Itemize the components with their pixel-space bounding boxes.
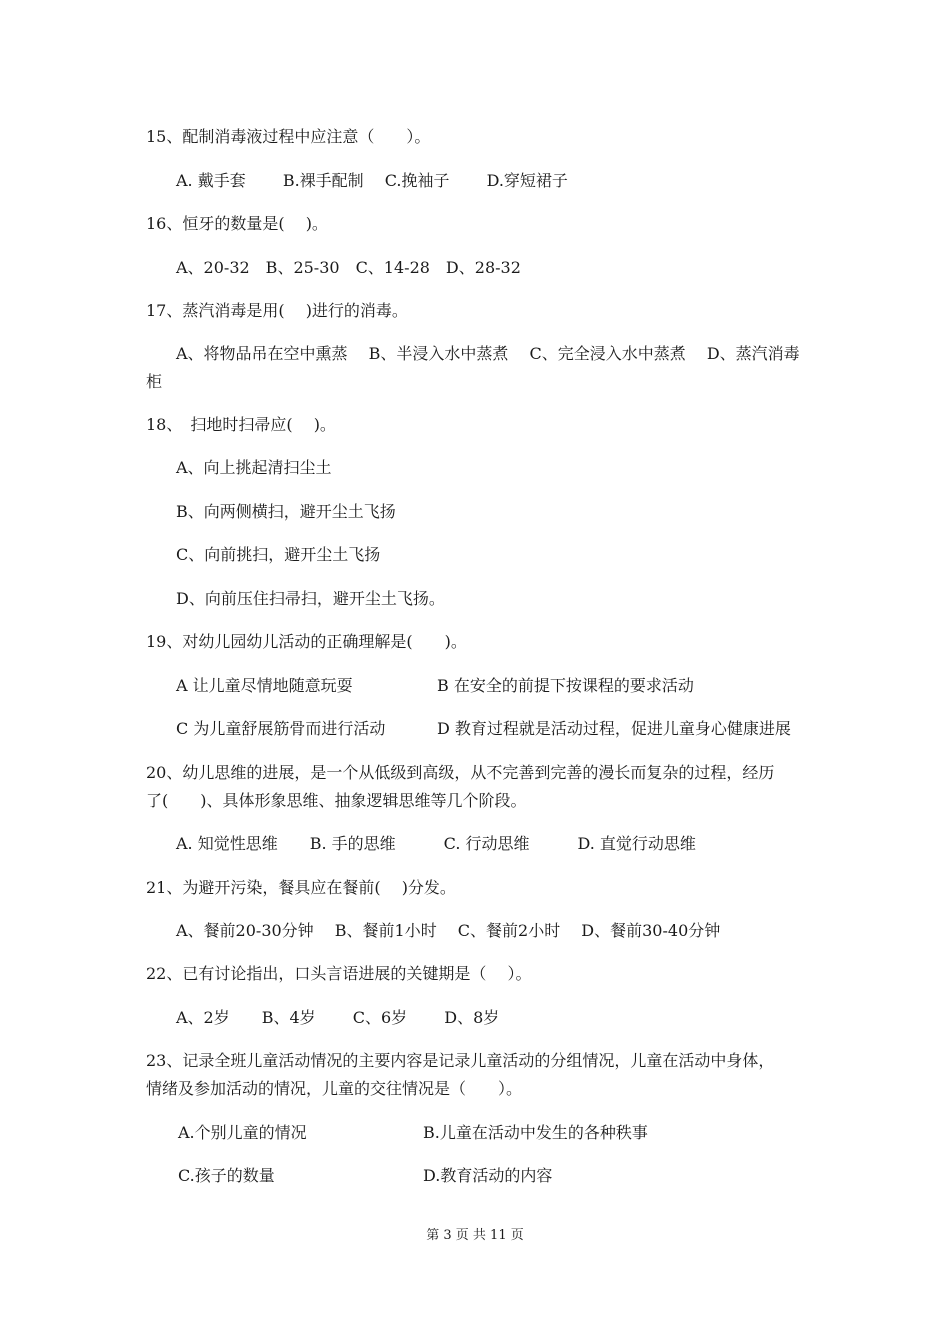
question-19-option-b: B 在安全的前提下按课程的要求活动: [437, 676, 694, 695]
question-22-stem: 22、已有讨论指出，口头言语进展的关键期是（ ）。: [146, 964, 532, 983]
question-23-stem-line2: 情绪及参加活动的情况，儿童的交往情况是（ ）。: [146, 1079, 523, 1098]
question-22-options: A、2岁 B、4岁 C、6岁 D、8岁: [176, 1008, 500, 1027]
question-20-options: A. 知觉性思维 B. 手的思维 C. 行动思维 D. 直觉行动思维: [176, 834, 696, 853]
question-18-option-a: A、向上挑起清扫尘土: [176, 458, 332, 477]
question-19-stem: 19、对幼儿园幼儿活动的正确理解是( )。: [146, 632, 467, 651]
question-20-stem-line1: 20、幼儿思维的进展，是一个从低级到高级，从不完善到完善的漫长而复杂的过程，经历: [146, 763, 775, 782]
question-23-option-d: D.教育活动的内容: [423, 1166, 553, 1185]
question-16-stem: 16、恒牙的数量是( )。: [146, 214, 328, 233]
question-23-option-c: C.孩子的数量: [178, 1166, 275, 1185]
question-18-option-c: C、向前挑扫，避开尘土飞扬: [176, 545, 381, 564]
question-17-stem: 17、蒸汽消毒是用( )进行的消毒。: [146, 301, 408, 320]
question-23-option-a: A.个别儿童的情况: [178, 1123, 307, 1142]
question-21-stem: 21、为避开污染，餐具应在餐前( )分发。: [146, 878, 456, 897]
question-23-option-b: B.儿童在活动中发生的各种秩事: [423, 1123, 648, 1142]
question-19-option-d: D 教育过程就是活动过程，促进儿童身心健康进展: [437, 719, 791, 738]
question-16-options: A、20-32 B、25-30 C、14-28 D、28-32: [176, 258, 521, 277]
question-23-stem-line1: 23、记录全班儿童活动情况的主要内容是记录儿童活动的分组情况，儿童在活动中身体，: [146, 1051, 775, 1070]
question-19-option-c: C 为儿童舒展筋骨而进行活动: [176, 719, 386, 738]
question-18-option-b: B、向两侧横扫，避开尘土飞扬: [176, 502, 396, 521]
question-20-stem-line2: 了( )、具体形象思维、抽象逻辑思维等几个阶段。: [146, 791, 527, 810]
question-15-stem: 15、配制消毒液过程中应注意（ ）。: [146, 127, 431, 146]
page-number-footer: 第 3 页 共 11 页: [426, 1228, 524, 1243]
question-21-options: A、餐前20-30分钟 B、餐前1小时 C、餐前2小时 D、餐前30-40分钟: [176, 921, 721, 940]
question-15-options: A. 戴手套 B.裸手配制 C.挽袖子 D.穿短裙子: [176, 171, 568, 190]
question-19-option-a: A 让儿童尽情地随意玩耍: [176, 676, 353, 695]
question-18-option-d: D、向前压住扫帚扫，避开尘土飞扬。: [176, 589, 445, 608]
question-17-options-line2: 柜: [146, 372, 163, 391]
question-17-options-line1: A、将物品吊在空中熏蒸 B、半浸入水中蒸煮 C、完全浸入水中蒸煮 D、蒸汽消毒: [176, 344, 800, 363]
question-18-stem: 18、 扫地时扫帚应( )。: [146, 415, 336, 434]
